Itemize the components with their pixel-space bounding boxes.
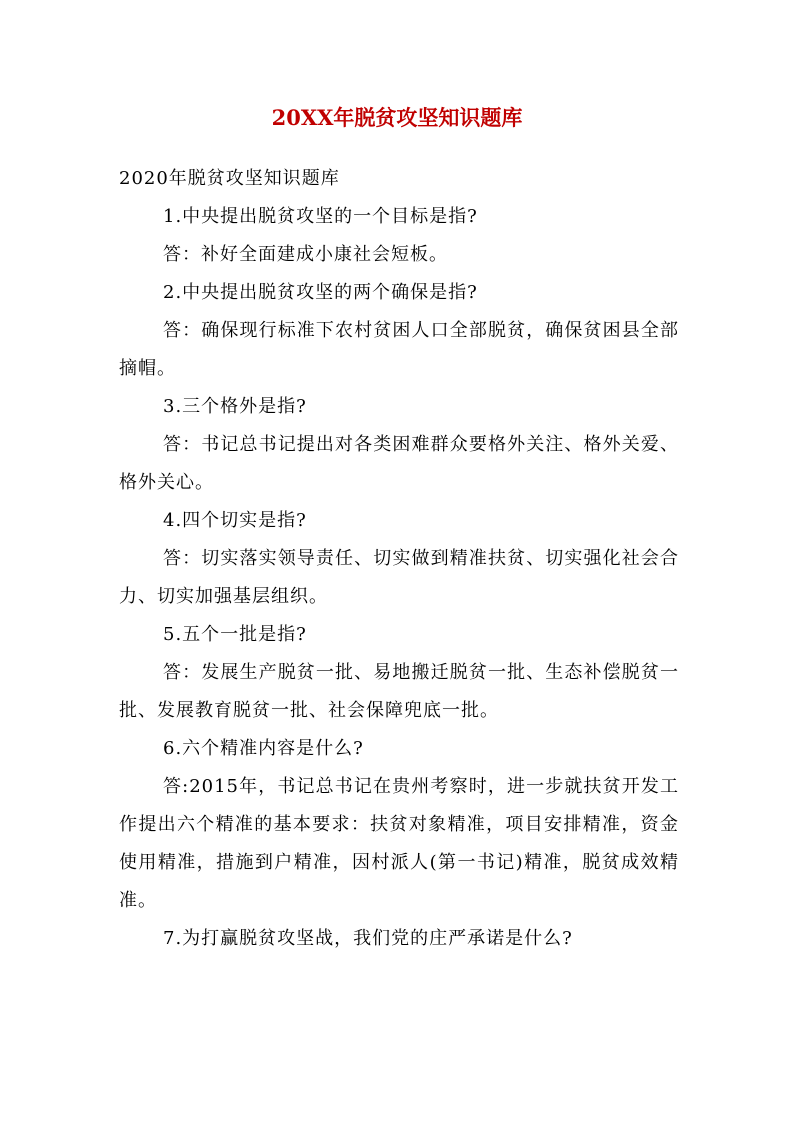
document-subtitle: 2020年脱贫攻坚知识题库: [119, 168, 340, 189]
answer-4: 答：切实落实领导责任、切实做到精准扶贫、切实强化社会合力、切实加强基层组织。: [119, 548, 679, 607]
answer-1: 答：补好全面建成小康社会短板。: [163, 244, 448, 265]
question-4: 4.四个切实是指?: [163, 510, 307, 531]
question-5: 5.五个一批是指?: [163, 624, 307, 645]
question-6: 6.六个精准内容是什么?: [163, 738, 364, 759]
answer-5: 答：发展生产脱贫一批、易地搬迁脱贫一批、生态补偿脱贫一批、发展教育脱贫一批、社会保障兜底一批。: [119, 662, 679, 721]
document-body: [119, 160, 679, 958]
answer-3: 答：书记总书记提出对各类困难群众要格外关注、格外关爱、格外关心。: [119, 434, 679, 493]
question-1: 1.中央提出脱贫攻坚的一个目标是指?: [163, 206, 478, 227]
question-3: 3.三个格外是指?: [163, 396, 307, 417]
question-2: 2.中央提出脱贫攻坚的两个确保是指?: [163, 282, 478, 303]
answer-2: 答：确保现行标准下农村贫困人口全部脱贫，确保贫困县全部摘帽。: [119, 320, 679, 379]
question-7: 7.为打赢脱贫攻坚战，我们党的庄严承诺是什么?: [163, 928, 573, 949]
document-title: 20XX年脱贫攻坚知识题库: [271, 105, 523, 130]
answer-6: 答:2015年，书记总书记在贵州考察时，进一步就扶贫开发工作提出六个精准的基本要求：扶贫对象精准，项目安排精准，资金使用精准，措施到户精准，因村派人(第一书记)精准，脱贫成效精准。: [119, 776, 679, 911]
